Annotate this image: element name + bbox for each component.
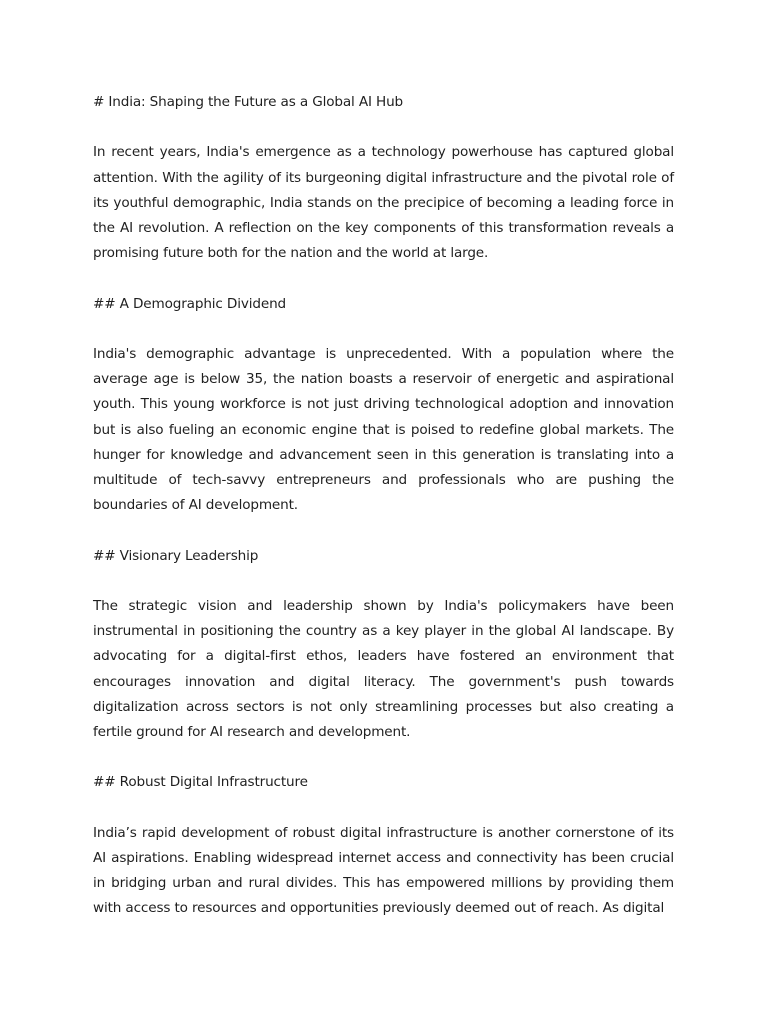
section-body-digital-infrastructure: India’s rapid development of robust digital infrastructure is another cornerstone of its AI aspirations. Enabling widespread internet access and connectivity has been crucial in bridging urban and rural divides. This has empowered millions by providing them with access to resources and opportunities previously deemed out of reach. As digital xyxy=(93,824,674,917)
document-content xyxy=(93,90,674,947)
intro-paragraph: In recent years, India's emergence as a technology powerhouse has captured global attention. With the agility of its burgeoning digital infrastructure and the pivotal role of its youthful demographic, India stands on the precipice of becoming a leading force in the AI revolution. A reflection on the key components of this transformation reveals a promising future both for the nation and the world at large. xyxy=(93,144,674,262)
section-heading-visionary-leadership: ## Visionary Leadership xyxy=(93,547,259,564)
section-body-demographic-dividend: India's demographic advantage is unprecedented. With a population where the average age is below 35, the nation boasts a reservoir of energetic and aspirational youth. This young workforce is not just driving technological adoption and innovation but is also fueling an economic engine that is poised to redefine global markets. The hunger for knowledge and advancement seen in this generation is translating into a multitude of tech-savvy entrepreneurs and professionals who are pushing the boundaries of AI development. xyxy=(93,345,674,514)
section-heading-digital-infrastructure: ## Robust Digital Infrastructure xyxy=(93,774,308,791)
section-heading-demographic-dividend: ## A Demographic Dividend xyxy=(93,295,287,312)
document-title: # India: Shaping the Future as a Global AI Hub xyxy=(93,94,404,110)
section-body-visionary-leadership: The strategic vision and leadership shown by India's policymakers have been instrumental in positioning the country as a key player in the global AI landscape. By advocating for a digital-first ethos, leaders have fostered an environment that encourages innovation and digital literacy. The government's push towards digitalization across sectors is not only streamlining processes but also creating a fertile ground for AI research and development. xyxy=(93,597,674,740)
